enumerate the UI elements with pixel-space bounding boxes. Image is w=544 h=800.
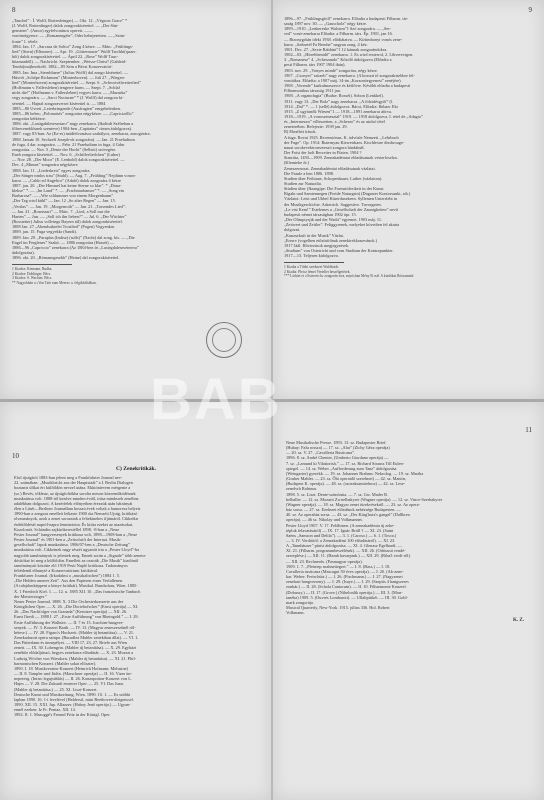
author-signature: K. Z. xyxy=(513,618,524,624)
text-line: főherceneklősnek szenteve) 1904-ben „Capitains” címen átdolgozva). xyxy=(12,126,133,132)
text-line: zenekari hangverseny). — I. 29. (Isaye.) — I. 29. (Szeptis 4 hangszeres xyxy=(286,579,409,585)
text-line: szereplése.) — XII. 11. (Hamb kavarpmk.) — XII. 29. (Riba3 verdi-ről). xyxy=(286,553,412,559)
text-line: 1898. 5. sz. Liszt: Dente-szimfonia. — 7. sz. Gw. Mader R. xyxy=(286,491,389,497)
text-line: 1907. „Csonyei” szüzelt” nagy zenekarra. (A hosszú tő zongorakisebbre fel- xyxy=(284,72,415,78)
text-line: 7. sz. „Lamund ki Vilattorish.” — 17. sz. Richard Strauss Till Eulen- xyxy=(286,460,405,466)
text-line: zeneterében. Befejezte: 1939 jan. 29. xyxy=(284,124,348,130)
text-line: sérettel. — Hajnal zongoraversei kísérettel is. — 1884 xyxy=(12,100,106,106)
text-line: Volkmann. xyxy=(286,610,305,616)
text-line: Neuer Pester Journal. 1888. X. 3 Die Orchesterkonzerte aus der xyxy=(14,598,124,604)
text-line: pesti Filharm. társ 1907 1904 ibán). xyxy=(284,62,346,68)
footnote: 3 Kiadva: S. Wachter, Bécs. xyxy=(12,276,53,281)
text-line: 1908. „A organofugia” (Budav. Rossét). Sobon (Lenkkel). xyxy=(284,93,384,99)
text-line: genstern”. (Amor) egyfelvonásos operett. —— xyxy=(12,28,93,34)
text-line: harmonischen Konzert. (Mahler sokat elliszter). xyxy=(14,660,97,666)
text-line: der Musikgeschichte. Asketrich. Saggestive. Tuvorgaten. xyxy=(284,201,382,207)
text-line: hétese.) — IV. 28. Figaro's Hochzeit. (Mahler új betanítása). — V. 21. xyxy=(14,629,135,635)
text-line: „Zeitwert und Zeitler”. Feliggyrenek, melyeket követően fel akarta xyxy=(284,222,400,228)
text-line: (J. Wolff, Rottenfinger) dalok zongorakísérettel. — „Der Sän- xyxy=(12,23,119,29)
text-line: 1884. Jan. 17. „Sarcaza de Soltor” Zong 4 kézre. — Márc. „Frühlings- xyxy=(12,43,134,49)
text-line: „Le vist Kem!” Estelemes a „Gesellschaft der Zaunigkeiten” nevű xyxy=(284,206,398,212)
text-line: 1917—13. Teljesen kidolgozva. xyxy=(284,253,339,259)
text-line: „Ererrv (vogelben etőzösítőnak zenekirekkonzvánok.) xyxy=(284,237,378,243)
text-line: Hajes — V. 28. Die Zukunft emserer Oper. — 25. VI. Das Juan. xyxy=(14,681,124,687)
footnote-rule xyxy=(12,264,72,265)
text-line: „Tauchel” : Í. Wolff, Rottenfeinger) — Okt. 12. „Végsors Grace” * xyxy=(12,18,128,23)
text-line: de fuga, 4 dar. zongorára. — Febr. 21 Praeludium in fuga, 4 Gdur xyxy=(12,141,125,147)
text-line: 1889. jan. 15. Fuga vegyekkr (Sandt). xyxy=(12,229,78,235)
text-line: — Jan. 21. „Rosenzart” — Márc. 7. „Lied, a Soll nur die xyxy=(12,208,110,214)
text-line: hoztanis úlíkat ért külföldön nevzel utána. Ekktóntevem mérgenie a xyxy=(14,485,131,491)
library-stamp xyxy=(206,322,242,358)
footnote: ** Nagyobbán a »Von Tafe zum Meere« a. felgikéáltalban. xyxy=(12,280,97,285)
text-line: tépluk felavatásáról) — IX. 17. Ignác Brüll † — XI. 23. (Saint xyxy=(286,527,394,533)
text-line: (A tulajdonképpeni a könyv kritikát). Musikal. Rundschau, Wien. 1885- xyxy=(14,583,138,589)
text-line: 22. számában: „Musikbricht aus der Hauptstadt” a I. Berlin Dialogen xyxy=(14,480,133,486)
page-8 xyxy=(0,0,272,400)
text-line: Dec. 4 „Minuet” zongorára négykézre. xyxy=(12,162,79,168)
page-10 xyxy=(0,400,272,800)
text-line: 1903. nov. 29. „Vonyes mindé” zongorára, négy kézre. xyxy=(284,67,378,73)
page-11 xyxy=(272,400,544,800)
text-line: olvasmányok, azok a zenei sorozatok a feltekinekes ifjúmáról. Cikkeikn xyxy=(14,516,138,522)
text-line: 1885—86 helen; „Polonaisés” zongorára négykézre. — „Capricizóllo” xyxy=(12,110,134,116)
text-line: 1888. Január 10. Sechzelt Joseph-ok zongorára). — Jan. 21 Praeludium xyxy=(12,136,135,142)
text-line: (Hoffmann v. Fallersleben) tengerre harm. — Szept. 7. „Schlaf xyxy=(12,85,120,91)
text-line: 1890. I. 18. Musikverains-Konzert (Heinrich Hofmann: Melusine) xyxy=(14,665,128,671)
text-line: 1888. Jan. 11. „Liederkreis” egyes zongorára. xyxy=(12,167,91,173)
page-number: 11 xyxy=(525,426,532,434)
text-line: 1896—97. „Frühlingsgfolf” zenekarra. Előadta a budapesti Filharm. tár- xyxy=(284,16,409,21)
text-line: (Gruber Mahler. — 23. sz. Őbi operaidő szerelmei) — 42. sz. Manón, xyxy=(286,476,406,482)
footnote: 1 Kiadva: Kiemann, Budba. xyxy=(12,267,53,272)
text-line: 1890. XII. 15. XXI. Jap. Allazzer. (Haboy Jenő operája.) — Ugyan- xyxy=(14,702,131,708)
text-line: 1892. II. 1. Masoggé's Freund Fritz in der Königl. Oper. xyxy=(14,712,111,718)
text-line: 1914. „Dal” *. — 1 (sellé) átdolgozva. Bácsi, Előadta: Ibiban: Ekt xyxy=(284,103,398,109)
text-line: 1911. vagy 13. „Der Bolz” nagy zenekarra. „A fölzidésgyőf” (l. xyxy=(284,98,394,104)
text-line: Die Fraule a ben 1886. 1898. xyxy=(284,170,334,176)
text-line: (Klemteke őr.) xyxy=(284,160,310,166)
text-line: 40. sz. Az operaház sorsa. — 43. sz. „Der Kürg'kutz's gangel” (Dallkrea xyxy=(286,512,410,518)
text-line: X. 1 Friedrich Kiel. 1. — 12. u. 1885 XII. 10. „Das französische Tanbuch xyxy=(14,588,141,594)
footnote: 2 Kiadta: Pleicz lémet Vertellet beszélgetések. xyxy=(284,269,351,274)
text-line: 1896. okt. 20. „Rómanogesekb” (Heine) dal zongorakísérettel. xyxy=(12,255,120,261)
text-line: lied” (Stern) (Elbroner). — Apr. 19. „Göttermasie” Wolff Tarchbi(quars- xyxy=(12,48,137,54)
text-line: munkatársa volt. 1888-tól kezdve minden évtől, írása mindezek zenélinz xyxy=(14,495,139,501)
text-line: Kozolonöt. Schöndin zajkírókerestéllel 1898. ‑8-ban a „Neue xyxy=(14,526,120,532)
text-line: nicht die!” (Hoffmann v. Fallersleben) vegyes karra. — „Mazurka” xyxy=(12,90,128,96)
text-line: Húsvét „Schőpe Rickmuns” (Monterhoven). — Juli 27. „Wiegen- xyxy=(12,74,126,80)
footnotes xyxy=(284,265,532,278)
text-line: 1917 Jáál. Hőviezások megjegyzések. xyxy=(284,242,350,248)
text-line: 1886—96 „Capriccio” zenekarra (Az 1884-ben írt „Lasiegdaleseseterera” xyxy=(12,244,139,250)
text-line: XI. 21. (Filharm. programmbeszélések). — XII. 26. (Orbtussá vendé- xyxy=(286,548,406,554)
text-line: 1890-ban a zongora emellett leíkaste 1900 óta Nemzéti Ujság, kritikázó xyxy=(14,511,138,517)
text-line: dósítókat írt meg a külföldön. Emellett az osztrák „Die Musik” kiadónál xyxy=(14,557,138,563)
text-line: Frankfurter Journal. (Irkodalmi a „musikalischen”) 1884 1. 5. xyxy=(14,573,120,579)
text-line: belhalbe. — 12. sz. Mozartt Zwirelbakyrer (Wagner operája). — 12. sz. Vince-Szerbakyrer xyxy=(286,496,443,502)
text-line: 26. „Das Nachfolger von Granada” (Kreutzer operája) — XII. 26. xyxy=(14,609,128,615)
text-line: — XII. 23. Rechnerds. (Pasmagyar operája). xyxy=(286,558,363,564)
text-line: 1899—1910. „Lenkereske Walstrm”1 Szó zongorára. — „Ser- xyxy=(284,26,392,32)
text-line: Ludwig Wöcher von Wiesdorn. (Mahler új betanítása). — XI. 21. Phil- xyxy=(14,655,137,661)
text-line: Das Fütterlann és ünnepélyei. — VIII 17, 23, 27. Briefe aus Wien xyxy=(14,640,127,646)
text-line: érdeklődését napról-napra fenntartotta. És kiitta ezeket az utazásokat. xyxy=(14,521,134,527)
footnote-rule xyxy=(284,262,344,263)
text-line: 1888 Jan. 27 „Abendsakrelet Trostlied” (Pogen) Vogyenkar. xyxy=(12,224,115,230)
text-line: vonósnégyesre. — „Romanengéte”, Oder hehejezetten. — „Szim- xyxy=(12,33,126,39)
text-line: feltétlenül elhunyté a Konzervatórium kritikával. xyxy=(14,567,99,573)
text-line: adalékban dolgozott. A kezérfelek előnyeiben érezzük után hátrányát xyxy=(14,500,133,506)
text-line: és „Intermezzo” villeszetten, a „Scherzo” és az utolsó tétel xyxy=(284,119,385,125)
page-9 xyxy=(272,0,544,400)
text-line: der Meistersinger.” xyxy=(14,593,47,599)
watermark: BAB xyxy=(150,367,282,432)
text-line: ved” vonó-zenekarra Előadta: a Filharm. társ. Ép. 1901, jan 16. xyxy=(284,31,393,37)
page-10-body xyxy=(14,464,258,718)
text-line: vonttákra. Előadta: a 1907 máj. 14-án „Korzonóegyenest” zenéjére). xyxy=(284,77,402,83)
text-line: Deutsche Kunst und Musikzeitung, Wien. 1890. 10. 1. — Ez utóbbi xyxy=(14,691,131,697)
text-block xyxy=(286,440,530,615)
text-line: Studien zur Naturalia. xyxy=(284,181,322,186)
page-number: 10 xyxy=(12,452,19,460)
text-line: „Die Helden unserer Zeit”. Aus den Papieren eines Verfallenen. xyxy=(14,578,124,584)
text-line: tanulmányait közötte elő 1919 Pesti Napló kritikusa. Tudományos xyxy=(14,562,128,568)
text-line: tanéba) 1909. 5. (Ouvrés Lombaroti). — Ullalipitikét. — III. 30. Gold- xyxy=(286,594,408,600)
text-line: (Budapest K. operája). — 48. sz. (szoeaksamirelnoz) — 42. sz. Lese- xyxy=(286,481,406,487)
text-line: A „Tannhäuser” párisi átdolgozása. — XI. 4. Glenasz Egelhardt. — xyxy=(286,543,403,549)
text-line: zonkár.) — II. 28. (Schola Cantorum). — II. 10. Filharmonie Konzerf. xyxy=(286,584,407,590)
text-line: — Bizonygótán idekt 1938. elődiátatva. — Kírtimbonyi vonós zene- xyxy=(284,36,403,42)
text-line: (sz.) Bevés, tőkleuz, az újságfoltókba sorolta meson közreműködésnek xyxy=(14,490,136,496)
text-line: lied” (Monterhoven) zongorakísérettel. — Szept. 6. „Schwotvälwetterlied” xyxy=(12,79,141,85)
text-line: munkatársa volt. Cikkeinek nagy részét ugyanitt írta a „Pester Lloyd”-ba xyxy=(14,547,140,553)
text-line: élen a Lásét—Berliner Journalban hosszú évek voltak a humoresz helyett. xyxy=(14,506,142,512)
text-line: (Weingarter) gyerekk. — 19. sz. Johannes Brahms: Nekrolog. — 19. sz. Martha xyxy=(286,470,424,476)
text-line: gesellschaft” lapok munkatársa. 1906/07-ben a „Deutsche Zeitung” xyxy=(14,542,130,548)
footnotes xyxy=(12,267,260,285)
text-line: Első újságírói 1883-ban jelent meg a Frankfuhrter Journal nev- xyxy=(14,475,123,481)
text-line: operája). — 46 sz. Nikolay und Volkmannet. xyxy=(286,517,363,523)
text-line: Vázlatot: Leist und Ubbel Kürerdusekeen. Syllemen Unterrlebt in xyxy=(284,196,398,202)
text-line: (Wagner operája). — 18. sz. Magyar zenei türekvésekről. — 23. sz. Az opera- xyxy=(286,501,420,507)
text-line: 1887. jan. 20. „Der Himmel hat keine Sterne so klar”. * „Dona- xyxy=(12,183,122,188)
text-line: lapban 1890. 16. 1-i levelével (Halderstl, mint Beethoven-dirigenssel. xyxy=(14,696,134,702)
text-line: Engel im Ferglenes” Szabó. — 1886 zongorára (Hassét) — xyxy=(12,239,114,245)
text-line: ház sorsa. — 27. sz. Ezelnzet előadások nehézsége Budapesten. — xyxy=(286,507,401,513)
text-line: Cavalleria rusticana (Mascagni 50 éves operája). — I. 20. (Ak-zene- xyxy=(286,568,404,574)
text-line: Statzitta, 1450—1909. Zeneakadémiai előadásainak vesterloselza. xyxy=(284,155,398,161)
text-line: 1909. 1. 7. „Pfeiniep nszhnetiegrei.” — I. 8. (Bass.) — I. 18. xyxy=(286,563,391,569)
text-line: zenelvrh Robinus. xyxy=(286,486,318,492)
page-9-body xyxy=(284,16,532,279)
text-line: Rigaln und Samiennegen (Freide Naturgsin) (Dugaster Kontorsunkt, stb.) xyxy=(284,191,411,197)
text-line: 1885—86 Uvreti „Leterbringende (Ausfragten” enrgebelenben. xyxy=(12,105,122,111)
text-line: Neue Musikalische Presse. 1893. 13. sz. Budapester Brief. xyxy=(286,440,387,445)
text-line: „Kunzurkuft in der Musik” Vázlat. xyxy=(284,232,344,238)
text-line: Pester Journal” hangversenyek kritikusa volt, 1898—1908-ban a „Neue xyxy=(14,531,138,537)
text-line: — Nov. 28. „Der Moor” (E. Lenbold) dalok zongorakísérettel. — xyxy=(12,157,125,163)
text-line: Studien über Fethiane, Schopenhauer, Luther (vázlatom). xyxy=(284,175,383,181)
text-line: karra. — „Caldo ed Angelico” (Adaló) dalok zongorára 4 kézre xyxy=(12,177,122,183)
text-line: Musical Quarterly, New-York. 1915. július 336. Hol. Robert xyxy=(286,605,390,610)
text-line: hitamanből). — Nachricht. Szeptember. „Weisse Christ? (Gahleid- xyxy=(12,59,127,65)
text-line: „Der Tag wird kühl” — Jan. 12 „So alter Regen” — Jan. 15. xyxy=(12,198,116,204)
text-line: Stüdien über (Ikrangipe: Die Formstöfreikeit in der Kunst. xyxy=(284,186,385,192)
text-line: Pester Journal” és 1901-ben a „Zeitschrift der Internat. Musik- xyxy=(14,537,122,543)
text-line: zongorára. — Nov. 5 „Dente der Hocht” (Selbsti) szövegére. xyxy=(12,146,117,152)
text-line: Zeneszernoszt. Zeneakadémiai előadásainak vázlatai. xyxy=(284,165,376,171)
text-block xyxy=(284,16,532,258)
text-line: karra. „Szőnetél Fa Bernhe” nagyan zong. 4 kéz. xyxy=(284,41,368,47)
text-line: 1896. 8. sz. André Chenier, (Umberto Giordano operája) — xyxy=(286,455,389,461)
text-line: B) Elmélett írások. xyxy=(284,129,317,135)
text-line: 1889. Jan. 29. „Paraplas (Imlisz) (sulls)” (Nacht) dal zong. kís. — „Die xyxy=(12,234,135,240)
text-line: spiegel. — 14. sz. Weber „Aufforderung zum Tanz” átdolgozása xyxy=(286,465,397,471)
text-line: Der Foist der holt Recreiter in Ffaten. 1904 ? xyxy=(284,150,362,156)
text-line: Königlichen Oper. — X. 26. „Die Doriehofscher” (Ernst operája) — XI. xyxy=(14,604,139,610)
text-line: Barbarosa*. — „Wie schlummer von einem Morgenbaum” xyxy=(12,193,114,199)
text-line: 1887. vagy 83-ban: Az (Ez-es) mádfelvonásos szabályos, zenekarra, zonogórára. xyxy=(12,131,151,137)
text-line: 3. „Romanese” 4. „Scherzando” Kőzölő átdolgozva (Előadta a xyxy=(284,57,392,63)
text-line: 1908. „Verende” kurkulmaszerce és kétfővre. Később előadta a budapesti xyxy=(284,83,411,89)
text-line: nauai sorokevektrorezeeszö zongora bárdáinál. xyxy=(284,144,365,150)
text-line: 1886. okt. „Lastigabilesesertaro” nagy zenekarra. (Ikalisdt Szélreban a xyxy=(12,121,134,127)
text-line: — 20. sz. V. 27. „Cavalleria Rusticana”. xyxy=(286,450,356,456)
text-line: kar. Weber: Freischütz.) — I. 26. (Fischmann.) — I. 27. (Nagyzenei xyxy=(286,574,403,580)
text-line: 1902—03. „Hírrebbenidő” zenekarra. 1. Es wird ersterrol, 2. Libverevigen. xyxy=(284,52,414,58)
footnote: 1 Kiadta a Többi szerkezet Waldhoidt. xyxy=(284,265,340,270)
text-line: saság 1897 nov. 30. — „Gauscholz” négy kézre. xyxy=(284,21,368,27)
text-line: zeneti. — IX. 30. Lohengrin. (Mahler új betanítása). — X. 29. Egyházi xyxy=(14,645,137,651)
text-line: (Rosstetter) Julius vollvings Bayern tál) dalok zongorakísérettel. xyxy=(12,219,123,225)
page-number: 8 xyxy=(12,6,16,14)
text-line: átdolgozása). xyxy=(12,250,35,256)
text-line: „Der Sänger nmlos trau” (Stuhl). — Aug. 7. „Frühling” Nejdünn vonos- xyxy=(12,172,136,178)
text-line: 1915. „Z ugyárnők Wiesen”1 — 1918—1891 zenekarra átírva. xyxy=(284,108,392,114)
footnote: 2 Kiadva: Doblinger, Bécs. xyxy=(12,271,52,276)
text-line: Pester Lloyd 1907. V. 17. Feldhinen. (A zeneakadémia új zeke- xyxy=(286,522,395,528)
text-line: mark zongorája. xyxy=(286,599,314,605)
text-line: ennél ezeken: Iz Fr. Pentaz, XII. 14. xyxy=(14,707,76,713)
text-line: vegy zongorára. — „Sarci Nocturne” * (J. Wolff) dal zongora ki- xyxy=(12,95,124,101)
text-line: — II. 8. Tampler und Jüdin. (Marschner operája) — II. 16. Vizes ün- xyxy=(14,671,133,677)
text-line: — 3. IV. Verdiöiól: a Zeneakadémi 100 előadásáról). — XI. 23. xyxy=(286,537,396,543)
text-line: 1885. Jan. Ima „Sternbluere” (Julius Wolff) dal zongo kísérettel. — xyxy=(12,69,128,75)
text-line: 1918—1919. „A vonoszenesztal” 1919. — 1918 átdolgozva, I. tétel de „Adagio” xyxy=(284,113,423,119)
text-line: „Der Olimpiysjik and der Wadit” egyemet, 1903 máj. 11. xyxy=(284,217,383,223)
text-line: Eneh zongora kísérettel. — Nov. 6. „Schifferliedchen” (Luber) xyxy=(12,152,120,158)
text-line: senyek. — IV. 3. Konzert Barth. — IV. 13. (Magyar zeneszerzőnél ről- xyxy=(14,624,136,630)
text-block xyxy=(14,475,258,717)
text-line: der Fuge”. Op. 1914: Buternyau Kiewetrkam. Kischlestre dissbrouge- xyxy=(284,139,405,145)
text-line: nagyobb tanulmányok is jelentek meg. Ennek során a „Signale” több zenetu- xyxy=(14,552,147,558)
page-number: 9 xyxy=(528,6,532,14)
section-heading: C) Zenekritikák. xyxy=(115,466,157,472)
text-line: dolgozni. xyxy=(284,227,301,233)
text-block xyxy=(12,18,260,260)
text-line: Erste Aufführung der Walküre. — II. 7 és 13. Joachim-hangver- xyxy=(14,619,124,625)
text-line: bői) dalok zongorakísérettel. — Ápril 22. „Rose” Wolff Tauc- xyxy=(12,54,119,60)
text-line: Ernst Ilzedi — 1888 I. 27. „Erste Aufführung” von Rheingold.” — I. 29. xyxy=(14,614,139,620)
text-line: zenéhőz elődaljátszó, hegyes zenekarra előadását. — X. 23. Mozart a xyxy=(14,650,134,656)
text-line: fonie” 1. tétele. xyxy=(12,38,39,44)
text-line: „Verilas”. — Jan. 19. „Morgenroth” — Jan. 21. „Torsendes Lied”. xyxy=(12,203,126,209)
text-line: Zenekadazott opera színpa. (Burudlea Mahler zenekiban állat). — VI. 1. xyxy=(14,635,139,640)
text-line: Filharmonikus társaság 1911 jan. xyxy=(284,88,341,94)
text-line: budapesti német társaságban 1902 ápr. 15. xyxy=(284,211,357,217)
text-line: (Dobussy.) — II. 17. (Grove.) (Nibelonlik operája.) — III. 3. (Mon- xyxy=(286,589,403,595)
text-line: Tembi(ma)berekelő. 1882—85 Sein a Bécsi Konzervatóri- xyxy=(12,64,113,70)
page-11-body xyxy=(286,440,530,623)
text-line: klekse” *. — „Im Land” *. — „Frachmarbanser” *. — „Song ein xyxy=(12,188,125,194)
text-line: neperesg. (Intiro legujsáblás) — II. 26. Konzupotion-Konzert von L. xyxy=(14,676,132,682)
text-line: (Hubay: Falu rossza) — 17. sz. „Alar” (Zichy Géza operája) xyxy=(286,445,390,451)
text-line: zongorára kétkézre. xyxy=(12,115,46,121)
text-line: Saëns „Samson und Delila”). — 3. 1. (Caroso.) — 6. 1. (Tosca.) xyxy=(286,532,397,538)
text-line: „Studium” von Osterricht und vom Studium der Kontrapunkter. xyxy=(284,248,394,254)
page-8-body xyxy=(12,18,260,285)
text-line: A fuga. Rovat 1925. Recensiónus. K. üdvözle Nemzeti. „Lehrbuch xyxy=(284,134,399,140)
text-line: Harten” — Jun. — „Soll ich ihn lieben?” — Jul. 6. „Der Wächter” xyxy=(12,213,127,219)
text-line: (Mahler új betanítása.) — 25. XI. Liszt-Konzert. xyxy=(14,686,98,692)
footnote: *** Liehtet et »Osterreich« zongorán írva, miyóchan Mény B. nál. A kiadókat Rózsamind. xyxy=(284,274,415,279)
text-line: 1901. Dec. 27. „Sexie Rabbini”1 12 kánnak zongorándokra. xyxy=(284,46,388,52)
